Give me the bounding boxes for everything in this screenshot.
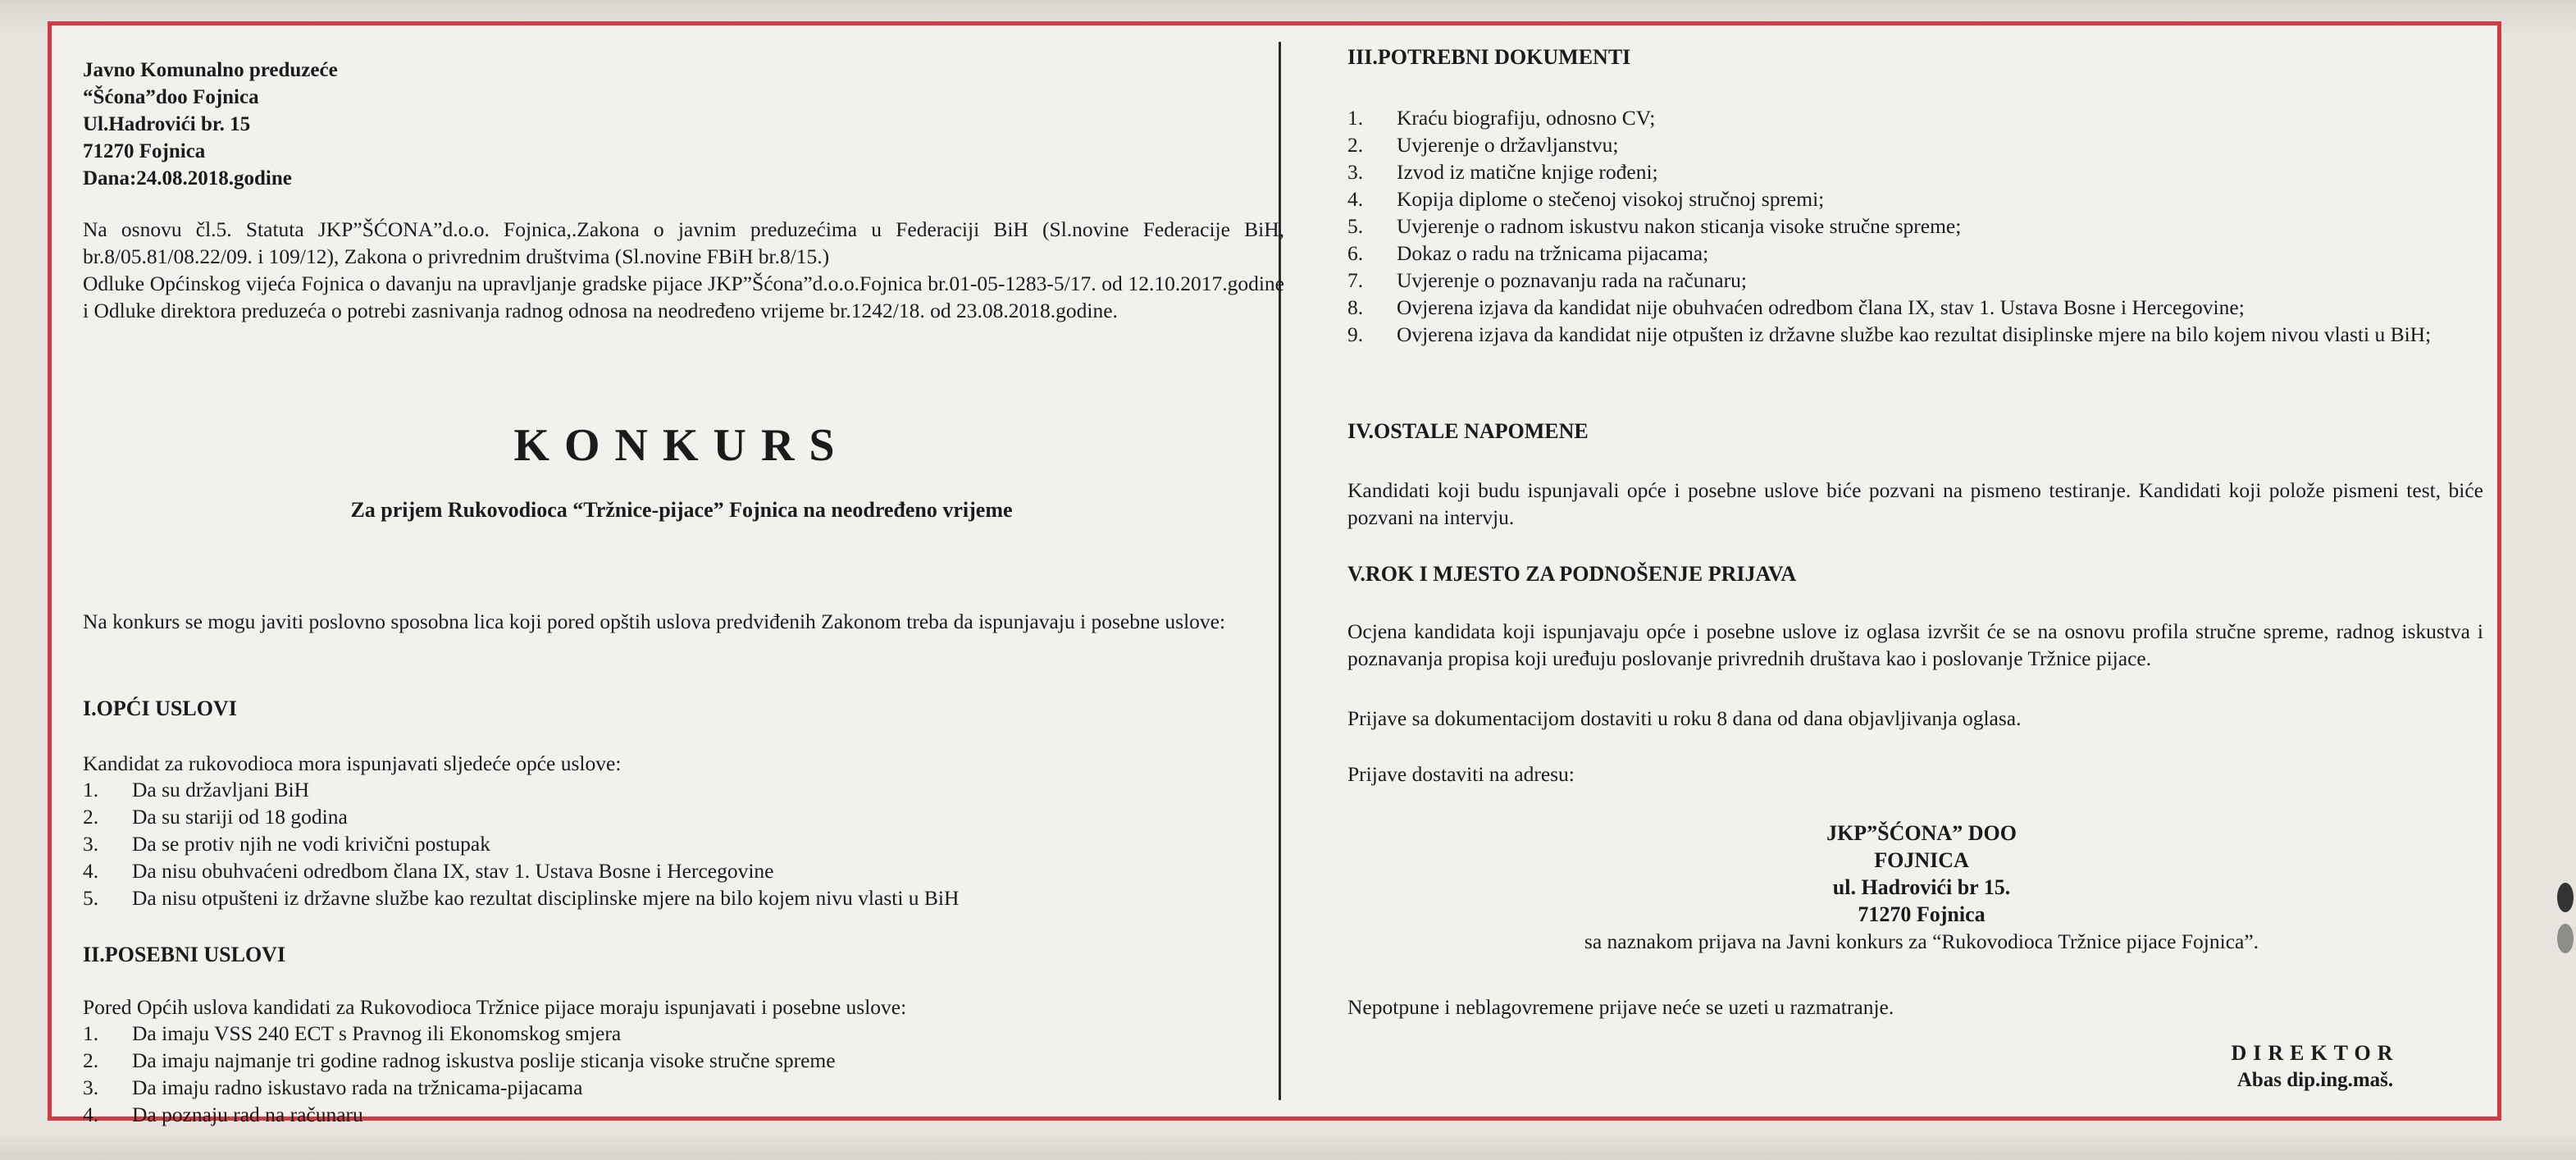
general-conditions-list	[83, 776, 1284, 911]
page-edge-mark	[2557, 924, 2574, 953]
list-item: 3. Da imaju radno iskustavo rada na tržnicama-pijacama	[83, 1076, 583, 1099]
ad-frame	[48, 21, 2501, 1126]
list-item: 5. Da nisu otpušteni iz državne službe kao rezultat disciplinske mjere na bilo kojem nivu vlasti u BiH	[83, 886, 960, 910]
section-heading: IV.OSTALE NAPOMENE	[1347, 419, 1589, 443]
list-item: 8. Ovjerena izjava da kandidat nije obuhvaćen odredbom člana IX, stav 1. Ustava Bosne i Hercegovine;	[1347, 295, 2245, 319]
sender-block	[83, 57, 338, 192]
section-intro: Kandidat za rukovodioca mora ispunjavati sljedeće opće uslove:	[83, 751, 622, 775]
sender-line: 71270 Fojnica	[83, 140, 206, 162]
documents-list	[1347, 104, 2483, 348]
lead-paragraph: Na konkurs se mogu javiti poslovno sposobna lica koji pored opštih uslova predviđenih Zakonom treba da ispunjavaju i posebne uslove:	[83, 610, 1226, 633]
section-intro: Pored Općih uslova kandidati za Rukovodioca Tržnice pijace moraju ispunjavati i posebne uslove:	[83, 995, 907, 1019]
sender-line: Ul.Hadrovići br. 15	[83, 113, 251, 135]
list-item: 4. Da nisu obuhvaćeni odredbom člana IX, stav 1. Ustava Bosne i Hercegovine	[83, 859, 774, 883]
section-heading: II.POSEBNI USLOVI	[83, 943, 286, 966]
intro-block	[83, 216, 1284, 324]
list-item: 6. Dokaz o radu na tržnicama pijacama;	[1347, 241, 1709, 265]
section-heading: III.POTREBNI DOKUMENTI	[1347, 45, 1631, 69]
list-item: 4. Da poznaju rad na računaru	[83, 1103, 363, 1126]
list-item: 3. Da se protiv njih ne vodi krivični postupak	[83, 832, 490, 856]
section-heading: I.OPĆI USLOVI	[83, 696, 237, 720]
list-item: 1. Kraću biografiju, odnosno CV;	[1347, 106, 1656, 130]
section-heading: V.ROK I MJESTO ZA PODNOŠENJE PRIJAVA	[1347, 562, 1797, 586]
list-item: 1. Da su državljani BiH	[83, 778, 309, 801]
list-item: 1. Da imaju VSS 240 ECT s Pravnog ili Ekonomskog smjera	[83, 1021, 622, 1045]
address-line: FOJNICA	[1874, 848, 1969, 872]
right-column	[1347, 25, 2496, 1117]
address-block	[1347, 820, 2496, 955]
sender-line: Javno Komunalno preduzeće	[83, 59, 338, 81]
section-paragraph: Ocjena kandidata koji ispunjavaju opće i posebne uslove iz oglasa izvršit će se na osnovu profila stručne spreme, radnog iskustva i poznavanja propisa koji uređuju poslovanje privrednih društava kao i poslovanje Tržnice pijace.	[1347, 619, 2483, 670]
section-paragraph: Prijave sa dokumentacijom dostaviti u roku 8 dana od dana objavljivanja oglasa.	[1347, 706, 2022, 730]
sender-date: Dana:24.08.2018.godine	[83, 167, 292, 190]
address-line: 71270 Fojnica	[1858, 902, 1986, 926]
intro-paragraph: Odluke Općinskog vijeća Fojnica o davanju na upravljanje gradske pijace JKP”Šćona”d.o.o.Fojnica br.01-05-1283-5/17. od 12.10.2017.godine i Odluke direktora preduzeća o potrebi zasnivanja radnog odnosa na neodređeno vrijeme br.1242/18. od 23.08.2018.godine.	[83, 272, 1284, 322]
signature-role: DIREKTOR	[2231, 1041, 2400, 1065]
konkurs-title: KONKURS	[513, 420, 850, 471]
section-paragraph: Kandidati koji budu ispunjavali opće i posebne uslove biće pozvani na pismeno testiranje. Kandidati koji polože pismeni test, biće pozvani na intervju.	[1347, 478, 2483, 529]
list-item: 7. Uvjerenje o poznavanju rada na računaru;	[1347, 268, 1747, 292]
list-item: 5. Uvjerenje o radnom iskustvu nakon sticanja visoke stručne spreme;	[1347, 214, 1962, 238]
address-line: JKP”ŠĆONA” DOO	[1826, 821, 2017, 845]
page-edge-mark	[2557, 883, 2574, 912]
address-note: sa naznakom prijava na Javni konkurs za “Rukovodioca Tržnice pijace Fojnica”.	[1584, 929, 2259, 953]
signature-name: Abas dip.ing.maš.	[2236, 1069, 2394, 1091]
list-item: 4. Kopija diplome o stečenoj visokoj stručnoj spremi;	[1347, 187, 1825, 211]
intro-paragraph: Na osnovu čl.5. Statuta JKP”ŠĆONA”d.o.o. Fojnica,.Zakona o javnim preduzećima u Federaciji BiH (Sl.novine Federacije BiH, br.8/05.81/08.22/09. i 109/12), Zakona o privrednim društvima (Sl.novine FBiH br.8/15.)	[83, 217, 1284, 268]
list-item: 2. Uvjerenje o državljanstvu;	[1347, 133, 1619, 157]
sender-line: “Šćona”doo Fojnica	[83, 86, 259, 108]
special-conditions-list	[83, 1020, 1284, 1128]
address-line: ul. Hadrovići br 15.	[1832, 875, 2011, 899]
list-item: 2. Da imaju najmanje tri godine radnog iskustva poslije sticanja visoke stručne spreme	[83, 1048, 836, 1072]
list-item: 3. Izvod iz matične knjige rođeni;	[1347, 160, 1658, 184]
list-item: 9. Ovjerena izjava da kandidat nije otpušten iz državne službe kao rezultat disiplinske mjere na bilo kojem nivou vlasti u BiH;	[1347, 322, 2432, 346]
konkurs-subtitle: Za prijem Rukovodioca “Tržnice-pijace” Fojnica na neodređeno vrijeme	[350, 498, 1013, 522]
signature-block	[2184, 1039, 2446, 1094]
list-item: 2. Da su stariji od 18 godina	[83, 805, 348, 829]
closing-note: Nepotpune i neblagovremene prijave neće se uzeti u razmatranje.	[1347, 995, 1894, 1019]
section-paragraph: Prijave dostaviti na adresu:	[1347, 762, 1575, 786]
left-column	[66, 25, 1305, 1126]
